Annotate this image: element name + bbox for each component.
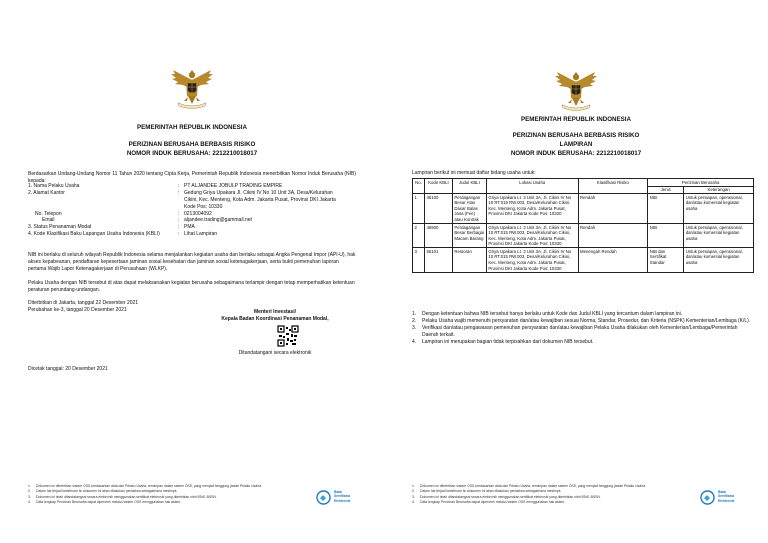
nib-number: NOMOR INDUK BERUSAHA: 2212210018017 xyxy=(510,149,642,157)
attachment-label: LAMPIRAN xyxy=(559,140,593,148)
table-row: 3 56101 Restoran Griya Upakara Lt. 3 Unit 3A, Jl. Cikini IV No 10 RT.015 RW.003, Desa/Kelurahan Cikini, Kec. Menteng, Kota Adm. Jakarta Pusat, Provinsi DKI Jakarta Kode Pos: 10330 Menengah Rendah NIB dan Sertifikat Standar Untuk persiapan, operasional, dan/atau komersial kegiatan usaha xyxy=(413,248,754,272)
attachment-intro: Lampiran berikut ini memuat daftar bidang usaha untuk: xyxy=(412,170,536,176)
document-title: PERIZINAN BERUSAHA BERBASIS RISIKO xyxy=(512,132,640,139)
footer-item: 4. Data lengkap Perizinan Berusaha dapat diperoleh melalui sistem OSS menggunakan hak akses. xyxy=(28,499,181,504)
signatory-title: Menteri Investasi/ Kepala Badan Koordinasi Penanaman Modal, xyxy=(221,309,329,322)
detail-row: 2. Alamat Kantor : Gedung Griya Upakara Jl. Cikini IV No 10 Unit 3A, Desa/Kelurahan Cikini, Kec. Menteng, Kota Adm. Jakarta Pusat, Provinsi DKI Jakarta xyxy=(28,189,336,203)
bsre-logo xyxy=(700,488,750,512)
detail-row: 1. Nama Pelaku Usaha : PT ALJANDEE JOBULP TRADING EMPIRE xyxy=(28,183,283,189)
validity-paragraph: NIB ini berlaku di seluruh wilayah Republik Indonesia selama menjalankan kegiatan usaha dan berlaku sebagai Angka Pengenal Impor (API-U), hak akses kepabeanan, pendaftaran kepesertaan jaminan sosial kesehatan dan jaminan sosial ketenagakerjaan, serta bukti pemenuhan laporan pertama Wajib Lapor Ketenagakerjaan di Perusahaan (WLKP). xyxy=(28,252,356,272)
kbli-table xyxy=(412,178,754,273)
issue-date: Diterbitkan di Jakarta, tanggal 22 Desember 2021 xyxy=(28,300,139,306)
footer-item: 1. Dokumen ini diterbitkan sistem OSS berdasarkan data dari Pelaku Usaha, tersimpan dalam sistem OSS, yang menjadi tanggung jawab Pelaku Usaha. xyxy=(28,484,262,488)
attachment-title-block xyxy=(384,132,768,159)
document-title: PERIZINAN BERUSAHA BERBASIS RISIKO xyxy=(128,141,256,148)
footer-item: 3. Dokumen ini telah ditandatangani secara elektronik menggunakan sertifikat elektronik yang diterbitkan oleh BSrE-BSSN. xyxy=(412,494,601,499)
detail-row: Kode Pos: 10330 xyxy=(184,203,223,210)
note-item: 4. Lampiran ini merupakan bagian tidak terpisahkan dari dokumen NIB tersebut. xyxy=(412,338,594,345)
footer-item: 2. Dalam hal terjadi kekeliruan isi dokumen ini akan dilakukan perbaikan sebagaimana mestinya. xyxy=(412,489,562,494)
nib-attachment-page xyxy=(384,0,768,543)
table-row: 2 46900 Perdagangan Besar Berbagai Macam Barang Griya Upakara Lt. 3 Unit 3A, Jl. Cikini IV No 10 RT.015 RW.003, Desa/Kelurahan Cikini, Kec. Menteng, Kota Adm. Jakarta Pusat, Provinsi DKI Jakarta Kode Pos: 10330 Rendah NIB Untuk persiapan, operasional, dan/atau komersial kegiatan usaha xyxy=(413,224,754,248)
detail-row: 3. Status Penanaman Modal : PMA xyxy=(28,224,195,231)
revision-date: Perubahan ke-3, tanggal 20 Desember 2021 xyxy=(28,307,127,313)
nib-number: NOMOR INDUK BERUSAHA: 2212210018017 xyxy=(126,149,258,157)
note-item: 2. Pelaku Usaha wajib memenuhi persyaratan dan/atau kewajiban sesuai Norma, Standar, Prosedur, dan Kriteria (NSPK) Kementerian/Lembaga (K/L). xyxy=(412,317,751,324)
print-date: Dicetak tanggal: 20 Desember 2021 xyxy=(28,366,108,372)
activity-paragraph: Pelaku Usaha dengan NIB tersebut di atas dapat melaksanakan kegiatan berusaha sebagaimana terlampir dengan tetap memperhatikan ketentuan peraturan perundang-undangan. xyxy=(28,280,355,293)
bsre-logo-text: Balai Sertifikasi Elektronik xyxy=(718,490,735,503)
note-item: 3. Verifikasi dan/atau pengawasan pemenuhan persyaratan dan/atau kewajiban Pelaku Usaha dilakukan oleh Kementerian/Lembaga/Pemerintah Daerah terkait. xyxy=(412,324,738,338)
detail-row: No. Telepon : 0213004092 xyxy=(35,210,212,217)
garuda-emblem-icon xyxy=(553,68,599,112)
footer-item: 1. Dokumen ini diterbitkan sistem OSS berdasarkan data dari Pelaku Usaha, tersimpan dalam sistem OSS, yang menjadi tanggung jawab Pelaku Usaha. xyxy=(412,484,646,488)
document-title-block xyxy=(0,141,384,159)
government-name: PEMERINTAH REPUBLIK INDONESIA xyxy=(521,116,631,123)
business-details xyxy=(28,183,344,238)
intro-text: Berdasarkan Undang-Undang Nomor 11 Tahun 2020 tentang Cipta Kerja, Pemerintah Republik Indonesia menerbitkan Nomor Induk Berusaha (NIB) kepada: xyxy=(28,171,357,184)
table-row: 1 46100 Perdagangan Besar Atas Dasar Balas Jasa (Fee) atau Kontrak Griya Upakara Lt. 3 Unit 3A, Jl. Cikini IV No 10 RT.015 RW.003, Desa/Kelurahan Cikini, Kec. Menteng, Kota Adm. Jakarta Pusat, Provinsi DKI Jakarta Kode Pos: 10330 Rendah NIB Untuk persiapan, operasional, dan/atau komersial kegiatan usaha xyxy=(413,194,754,224)
note-item: 1. Dengan ketentuan bahwa NIB tersebut hanya berlaku untuk Kode dan Judul KBLI yang tercantum dalam lampiran ini. xyxy=(412,311,683,317)
footer-item: 4. Data lengkap Perizinan Berusaha dapat diperoleh melalui sistem OSS menggunakan hak akses. xyxy=(412,499,565,504)
government-name: PEMERINTAH REPUBLIK INDONESIA xyxy=(137,124,247,131)
bsre-logo xyxy=(316,488,366,512)
bsre-logo-text: Balai Sertifikasi Elektronik xyxy=(334,490,351,503)
bsre-logo-icon xyxy=(316,490,331,505)
garuda-emblem-icon xyxy=(169,66,215,110)
government-header xyxy=(0,124,384,133)
detail-row: Email : aljandee.trading@gammail.net xyxy=(42,217,252,224)
bsre-logo-icon xyxy=(700,490,715,505)
e-signature-note: Ditandatangani secara elektronik xyxy=(238,350,312,356)
detail-row: 4. Kode Klasifikasi Baku Lapangan Usaha Indonesia (KBLI) : Lihat Lampiran xyxy=(28,231,218,238)
footer-item: 2. Dalam hal terjadi kekeliruan isi dokumen ini akan dilakukan perbaikan sebagaimana mestinya. xyxy=(28,489,178,494)
attachment-notes xyxy=(412,311,752,345)
table-header-row: No. Kode KBLI Judul KBLI Lokasi Usaha Klasifikasi Risiko Perizinan Berusaha xyxy=(413,179,754,187)
footer-item: 3. Dokumen ini telah ditandatangani secara elektronik menggunakan sertifikat elektronik yang diterbitkan oleh BSrE-BSSN. xyxy=(28,494,217,499)
government-header xyxy=(384,116,768,125)
table-subheader-row: Jenis Keterangan xyxy=(413,186,754,194)
qr-code-icon xyxy=(277,325,299,347)
